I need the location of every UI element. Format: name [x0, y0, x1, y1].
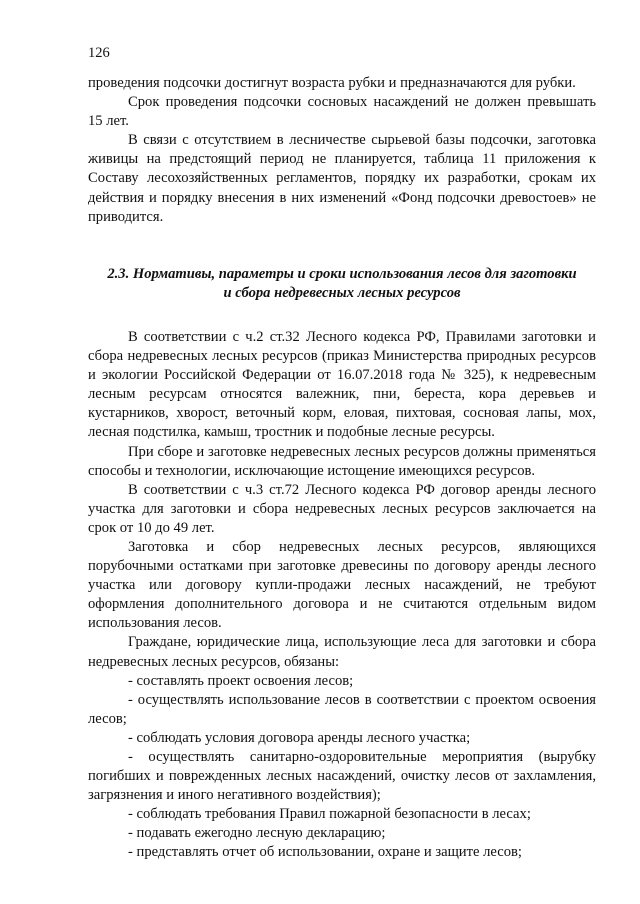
list-item: - осуществлять использование лесов в соответствии с проектом освоения лесов; — [88, 691, 596, 727]
paragraph: В связи с отсутствием в лесничестве сырьевой базы подсочки, заготовка живицы на предстоящий период не планируется, таблица 11 приложения к Составу лесохозяйственных регламентов, порядку их разработки, срокам их действия и порядку внесения в них изменений «Фонд подсочки древостоев» не приводится. — [88, 132, 596, 225]
page-number: 126 — [88, 45, 110, 61]
paragraph: Заготовка и сбор недревесных лесных ресурсов, являющихся порубочными остатками при заготовке древесины по договору аренды лесного участка или договору купли-продажи лесных насаждений, не требуют оформления дополнительного договора и не считаются отдельным видом использования лесов. — [88, 538, 596, 632]
list-item: - подавать ежегодно лесную декларацию; — [128, 825, 386, 842]
paragraph: При сборе и заготовке недревесных лесных ресурсов должны применяться способы и технологии, исключающие истощение имеющихся ресурсов. — [88, 443, 596, 479]
paragraph: В соответствии с ч.3 ст.72 Лесного кодекса РФ договор аренды лесного участка для заготовки и сбора недревесных лесных ресурсов заключается на срок от 10 до 49 лет. — [88, 481, 596, 536]
list-item: - соблюдать требования Правил пожарной безопасности в лесах; — [128, 806, 531, 823]
paragraph: проведения подсочки достигнут возраста рубки и предназначаются для рубки. — [88, 75, 576, 91]
list-item: - соблюдать условия договора аренды лесного участка; — [128, 729, 471, 746]
paragraph: В соответствии с ч.2 ст.32 Лесного кодекса РФ, Правилами заготовки и сбора недревесных лесных ресурсов (приказ Министерства природных ресурсов и экологии Российской Федерации от 16.07.2018 года № 325), к недревесным лесным ресурсам относятся валежник, пни, береста, кора деревьев и кустарников, хворост, веточный корм, еловая, пихтовая, сосновая лапы, мох, лесная подстилка, камыш, тростник и подобные лесные ресурсы. — [88, 328, 596, 441]
body-text — [88, 74, 596, 863]
paragraph: Граждане, юридические лица, использующие леса для заготовки и сбора недревесных лесных ресурсов, обязаны: — [88, 634, 596, 670]
list-item: - осуществлять санитарно-оздоровительные мероприятия (вырубку погибших и поврежденных лесных насаждений, очистку лесов от захламления, загрязнения и иного негативного воздействия); — [88, 749, 596, 804]
list-item: - представлять отчет об использовании, охране и защите лесов; — [128, 844, 522, 861]
section-heading: 2.3. Нормативы, параметры и сроки использования лесов для заготовки и сбора недревесных лесных ресурсов — [107, 265, 577, 301]
paragraph: Срок проведения подсочки сосновых насаждений не должен превышать 15 лет. — [88, 94, 596, 130]
list-item: - составлять проект освоения лесов; — [128, 672, 354, 689]
